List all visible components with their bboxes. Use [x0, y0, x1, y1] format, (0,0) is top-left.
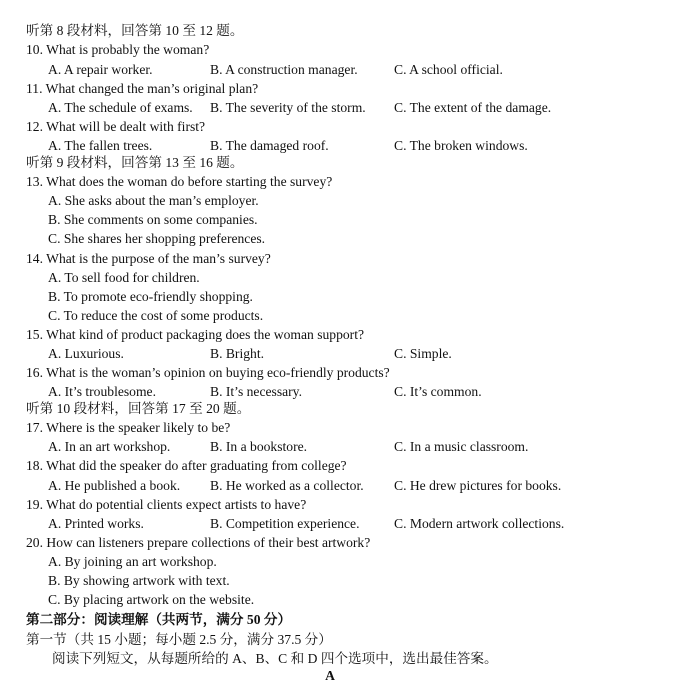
- q17-option-c: C. In a music classroom.: [394, 439, 529, 454]
- part-two-instruction: 阅读下列短文，从每题所给的 A、B、C 和 D 四个选项中，选出最佳答案。: [52, 651, 498, 666]
- q20-option-a: A. By joining an art workshop.: [48, 554, 217, 569]
- question-19: 19. What do potential clients expect artists to have?: [26, 497, 307, 512]
- q18-option-c: C. He drew pictures for books.: [394, 478, 562, 493]
- section-intro-10: 听第 10 段材料，回答第 17 至 20 题。: [26, 401, 251, 416]
- q14-option-a: A. To sell food for children.: [48, 270, 200, 285]
- q14-option-b: B. To promote eco-friendly shopping.: [48, 289, 253, 304]
- q20-option-b: B. By showing artwork with text.: [48, 573, 230, 588]
- q14-option-c: C. To reduce the cost of some products.: [48, 308, 264, 323]
- q11-option-c: C. The extent of the damage.: [394, 100, 552, 115]
- question-12: 12. What will be dealt with first?: [26, 119, 206, 134]
- q10-option-b: B. A construction manager.: [210, 62, 358, 77]
- q19-option-b: B. Competition experience.: [210, 516, 360, 531]
- q13-option-b: B. She comments on some companies.: [48, 212, 258, 227]
- question-11: 11. What changed the man’s original plan?: [26, 81, 259, 96]
- q11-option-a: A. The schedule of exams.: [48, 100, 193, 115]
- q12-option-b: B. The damaged roof.: [210, 138, 329, 153]
- question-14: 14. What is the purpose of the man’s survey?: [26, 251, 271, 266]
- question-13: 13. What does the woman do before starting the survey?: [26, 174, 333, 189]
- q16-option-a: A. It’s troublesome.: [48, 384, 156, 399]
- question-16: 16. What is the woman’s opinion on buying eco-friendly products?: [26, 365, 390, 380]
- q16-option-c: C. It’s common.: [394, 384, 482, 399]
- section-intro-8: 听第 8 段材料，回答第 10 至 12 题。: [26, 23, 244, 38]
- section-intro-9: 听第 9 段材料，回答第 13 至 16 题。: [26, 155, 244, 170]
- q19-option-a: A. Printed works.: [48, 516, 144, 531]
- q10-option-a: A. A repair worker.: [48, 62, 153, 77]
- q10-option-c: C. A school official.: [394, 62, 503, 77]
- q16-option-b: B. It’s necessary.: [210, 384, 302, 399]
- question-17: 17. Where is the speaker likely to be?: [26, 420, 231, 435]
- question-20: 20. How can listeners prepare collections of their best artwork?: [26, 535, 371, 550]
- q18-option-b: B. He worked as a collector.: [210, 478, 364, 493]
- part-two-section-one: 第一节（共 15 小题；每小题 2.5 分，满分 37.5 分）: [26, 632, 332, 647]
- q17-option-b: B. In a bookstore.: [210, 439, 308, 454]
- q17-option-a: A. In an art workshop.: [48, 439, 171, 454]
- q15-option-a: A. Luxurious.: [48, 346, 124, 361]
- q13-option-a: A. She asks about the man’s employer.: [48, 193, 259, 208]
- question-18: 18. What did the speaker do after graduating from college?: [26, 458, 347, 473]
- question-15: 15. What kind of product packaging does the woman support?: [26, 327, 365, 342]
- q15-option-b: B. Bright.: [210, 346, 265, 361]
- q15-option-c: C. Simple.: [394, 346, 452, 361]
- q18-option-a: A. He published a book.: [48, 478, 181, 493]
- passage-label: A: [325, 668, 335, 683]
- q19-option-c: C. Modern artwork collections.: [394, 516, 565, 531]
- q12-option-a: A. The fallen trees.: [48, 138, 153, 153]
- q13-option-c: C. She shares her shopping preferences.: [48, 231, 266, 246]
- q20-option-c: C. By placing artwork on the website.: [48, 592, 255, 607]
- part-two-heading: 第二部分：阅读理解（共两节，满分 50 分）: [26, 612, 292, 627]
- q12-option-c: C. The broken windows.: [394, 138, 528, 153]
- q11-option-b: B. The severity of the storm.: [210, 100, 366, 115]
- question-10: 10. What is probably the woman?: [26, 42, 210, 57]
